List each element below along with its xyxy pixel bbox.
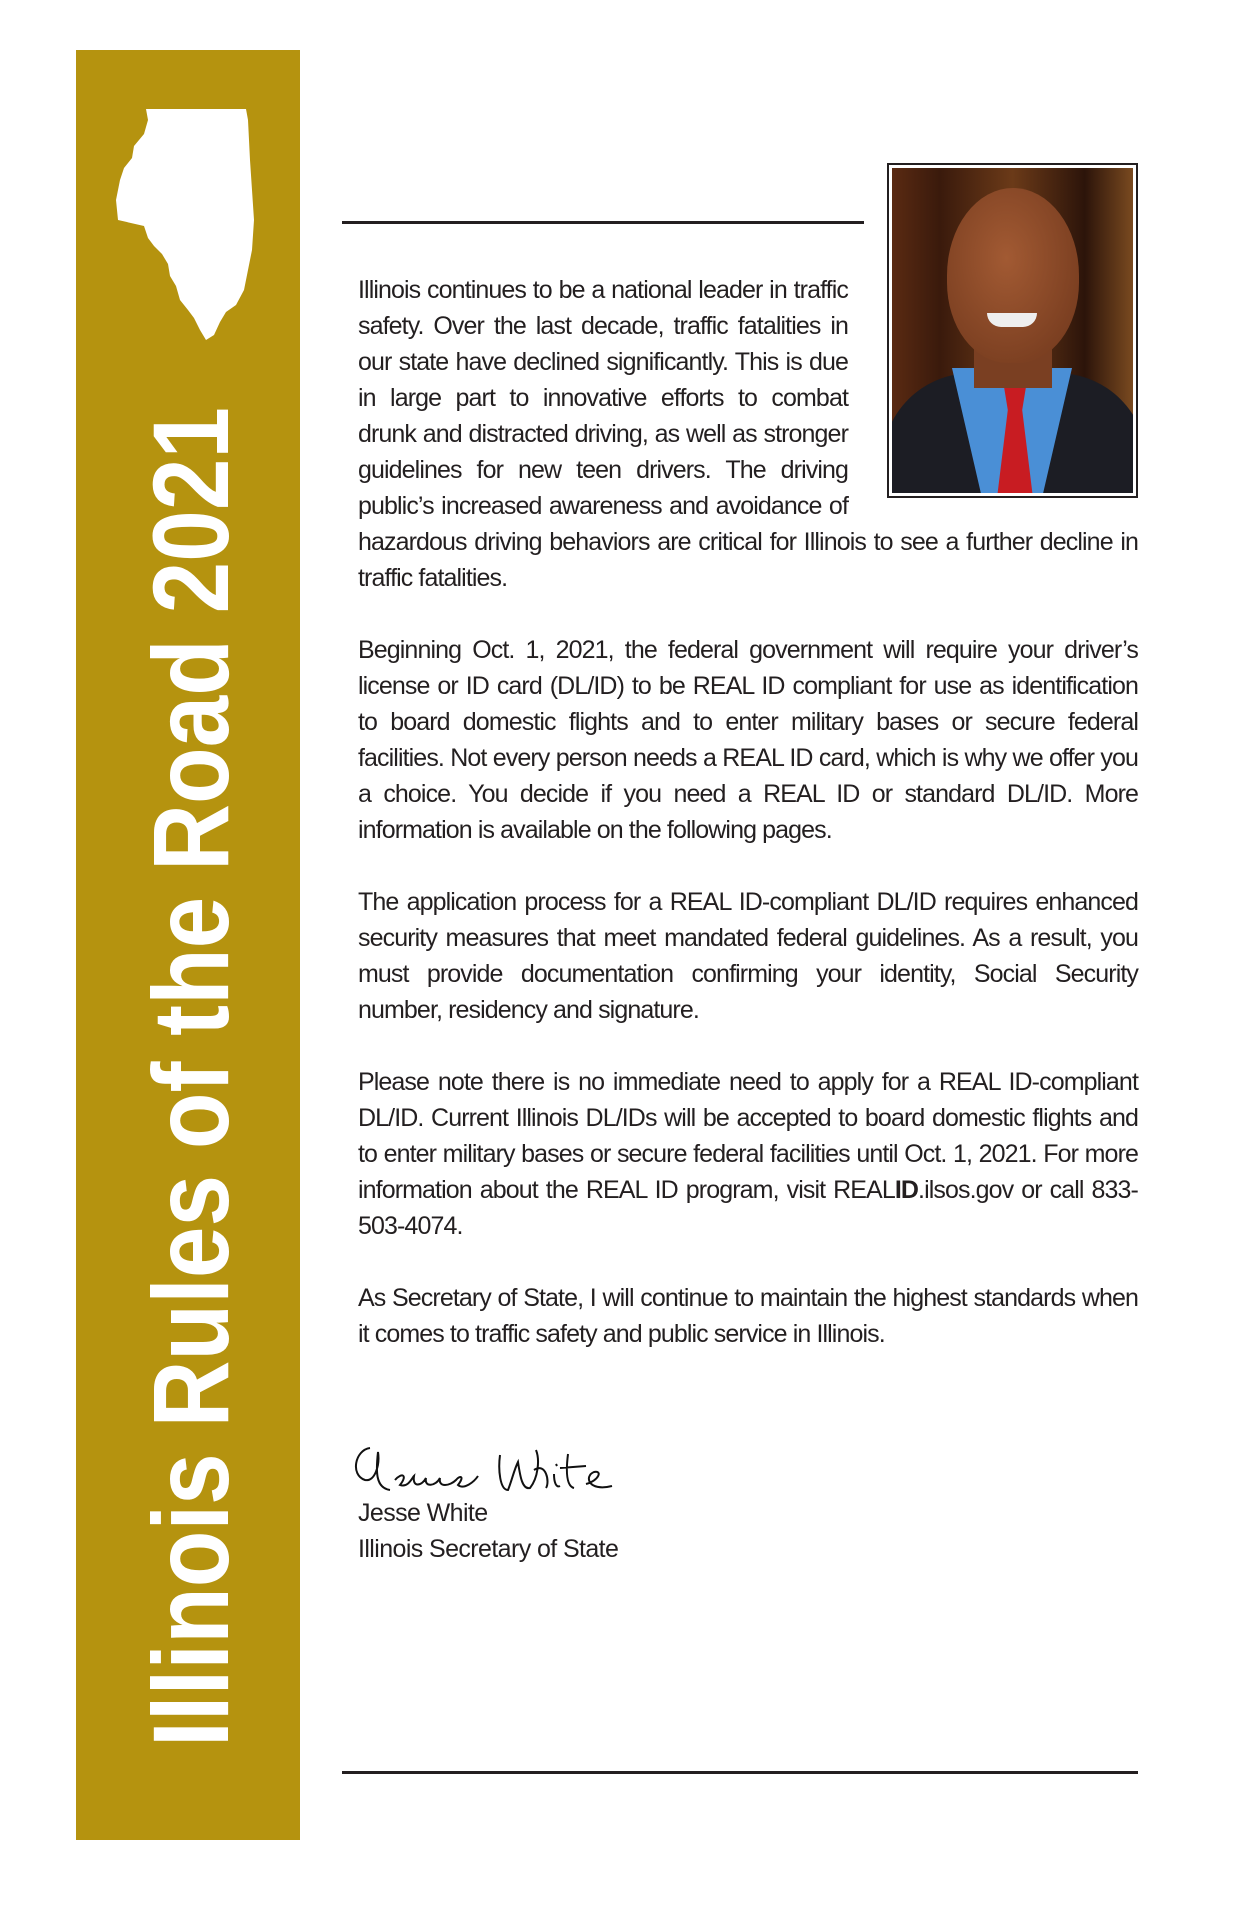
paragraph-2: Beginning Oct. 1, 2021, the federal government will require your driver’s license or ID card (DL/ID) to be REAL ID compliant for use as identification to board domestic flights and to enter military bases or secure federal facilities. Not every person needs a REAL ID card, which is why we offer you a choice. You decide if you need a REAL ID or standard DL/ID. More information is available on the following pages.	[358, 636, 1138, 844]
paragraph-1: Illinois continues to be a national leader in traffic safety. Over the last decade, traffic fatalities in our state have declined significantly. This is due in large part to innovative efforts to combat drunk and distracted driving, as well as stronger guidelines for new teen drivers. The driving public’s increased awareness and avoidance of hazardous driving behaviors are critical for Illinois to see a further decline in traffic fatalities.	[358, 276, 1138, 592]
real-id-bold: ID	[894, 1176, 919, 1204]
letter-body	[358, 272, 1138, 1388]
sidebar-title: Illinois Rules of the Road 2021	[130, 186, 251, 1747]
paragraph-5: As Secretary of State, I will continue to maintain the highest standards when it comes to traffic safety and public service in Illinois.	[358, 1284, 1138, 1348]
paragraph-4-text: Please note there is no immediate need to apply for a REAL ID-compliant DL/ID. Current Illinois DL/IDs will be accepted to board domestic flights and to enter military bases or secure federal facilities until Oct. 1, 2021. For more information about the REAL ID program, visit REAL	[358, 1068, 1138, 1204]
signer-block	[358, 1495, 618, 1567]
paragraph-3: The application process for a REAL ID-compliant DL/ID requires enhanced security measures that meet mandated federal guidelines. As a result, you must provide documentation confirming your identity, Social Security number, residency and signature.	[358, 888, 1138, 1024]
website-phone: .ilsos.gov or call 833-503-4074.	[358, 1176, 1138, 1240]
paragraph-4	[358, 1064, 1138, 1244]
top-divider	[342, 221, 864, 224]
signer-name: Jesse White	[358, 1499, 488, 1527]
signer-title: Illinois Secretary of State	[358, 1535, 619, 1563]
bottom-divider	[342, 1771, 1138, 1774]
sidebar-title-bar	[76, 50, 300, 1840]
